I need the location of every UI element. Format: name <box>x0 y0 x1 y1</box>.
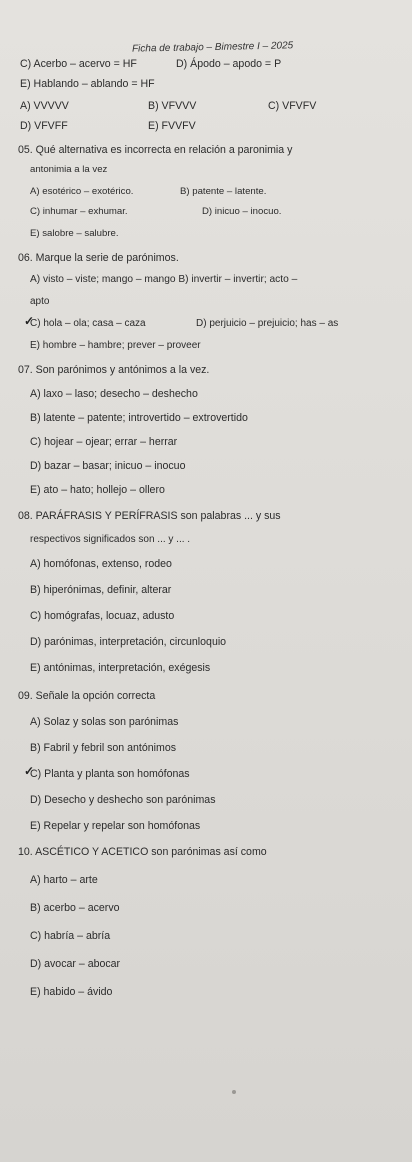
q09-option-d: D) Desecho y deshecho son parónimas <box>30 794 216 806</box>
q10-option-e: E) habido – ávido <box>30 986 113 998</box>
q08-option-d: D) parónimas, interpretación, circunloquio <box>30 636 227 648</box>
q05-option-a: A) esotérico – exotérico. <box>30 186 134 197</box>
q10-option-b: B) acerbo – acervo <box>30 902 120 914</box>
q10-option-c: C) habría – abría <box>30 930 111 942</box>
q07-option-c: C) hojear – ojear; errar – herrar <box>30 436 178 448</box>
worksheet-header: Ficha de trabajo – Bimestre I – 2025 <box>131 40 294 55</box>
q07-option-b: B) latente – patente; introvertido – extrovertido <box>30 412 248 424</box>
q08-option-e: E) antónimas, interpretación, exégesis <box>30 662 211 674</box>
q10-stem: 10. ASCÉTICO Y ACETICO son parónimas así como <box>18 846 267 858</box>
q04-option-d2: D) VFVFF <box>20 120 68 132</box>
q05-option-c: C) inhumar – exhumar. <box>30 206 128 217</box>
q07-option-a: A) laxo – laso; desecho – deshecho <box>30 388 198 400</box>
q10-option-a: A) harto – arte <box>30 874 98 886</box>
q09-option-a: A) Solaz y solas son parónimas <box>30 716 179 728</box>
q06-option-a-b: A) visto – viste; mango – mango B) invertir – invertir; acto – <box>30 274 298 285</box>
q05-option-e: E) salobre – salubre. <box>30 228 119 239</box>
pen-mark <box>232 1090 236 1094</box>
q04-option-d: D) Ápodo – apodo = P <box>176 58 282 70</box>
q06-option-d: D) perjuicio – prejuicio; has – as <box>196 318 339 329</box>
q08-option-c: C) homógrafas, locuaz, adusto <box>30 610 175 622</box>
q10-option-d: D) avocar – abocar <box>30 958 121 970</box>
q05-option-b: B) patente – latente. <box>180 186 267 197</box>
q08-option-b: B) hiperónimas, definir, alterar <box>30 584 172 596</box>
q04-option-b2: B) VFVVV <box>148 100 197 112</box>
q09-option-e: E) Repelar y repelar son homófonas <box>30 820 201 832</box>
q07-option-d: D) bazar – basar; inicuo – inocuo <box>30 460 186 472</box>
q06-option-c: C) hola – ola; casa – caza <box>30 318 146 329</box>
check-mark-icon: ✓ <box>24 314 35 328</box>
q06-option-e: E) hombre – hambre; prever – proveer <box>30 340 201 351</box>
q04-option-c: C) Acerbo – acervo = HF <box>20 58 137 70</box>
check-mark-icon: ✓ <box>24 764 35 778</box>
q09-option-c: C) Planta y planta son homófonas <box>30 768 190 780</box>
q06-stem: 06. Marque la serie de parónimos. <box>18 252 179 264</box>
q08-stem-line2: respectivos significados son ... y ... . <box>30 534 191 545</box>
q09-option-b: B) Fabril y febril son antónimos <box>30 742 177 754</box>
q08-stem-line1: 08. PARÁFRASIS Y PERÍFRASIS son palabras ... y sus <box>18 510 281 522</box>
q05-option-d: D) inicuo – inocuo. <box>202 206 282 217</box>
q07-option-e: E) ato – hato; hollejo – ollero <box>30 484 165 496</box>
q04-option-a2: A) VVVVV <box>20 100 69 112</box>
q04-option-e2: E) FVVFV <box>148 120 196 132</box>
q05-stem-line2: antonimia a la vez <box>30 164 108 175</box>
q06-option-b-continuation: apto <box>30 296 50 307</box>
q08-option-a: A) homófonas, extenso, rodeo <box>30 558 172 570</box>
q04-option-e: E) Hablando – ablando = HF <box>20 78 155 90</box>
q09-stem: 09. Señale la opción correcta <box>18 690 156 702</box>
q04-option-c2: C) VFVFV <box>268 100 317 112</box>
q07-stem: 07. Son parónimos y antónimos a la vez. <box>18 364 210 376</box>
q05-stem-line1: 05. Qué alternativa es incorrecta en relación a paronimia y <box>18 144 293 156</box>
